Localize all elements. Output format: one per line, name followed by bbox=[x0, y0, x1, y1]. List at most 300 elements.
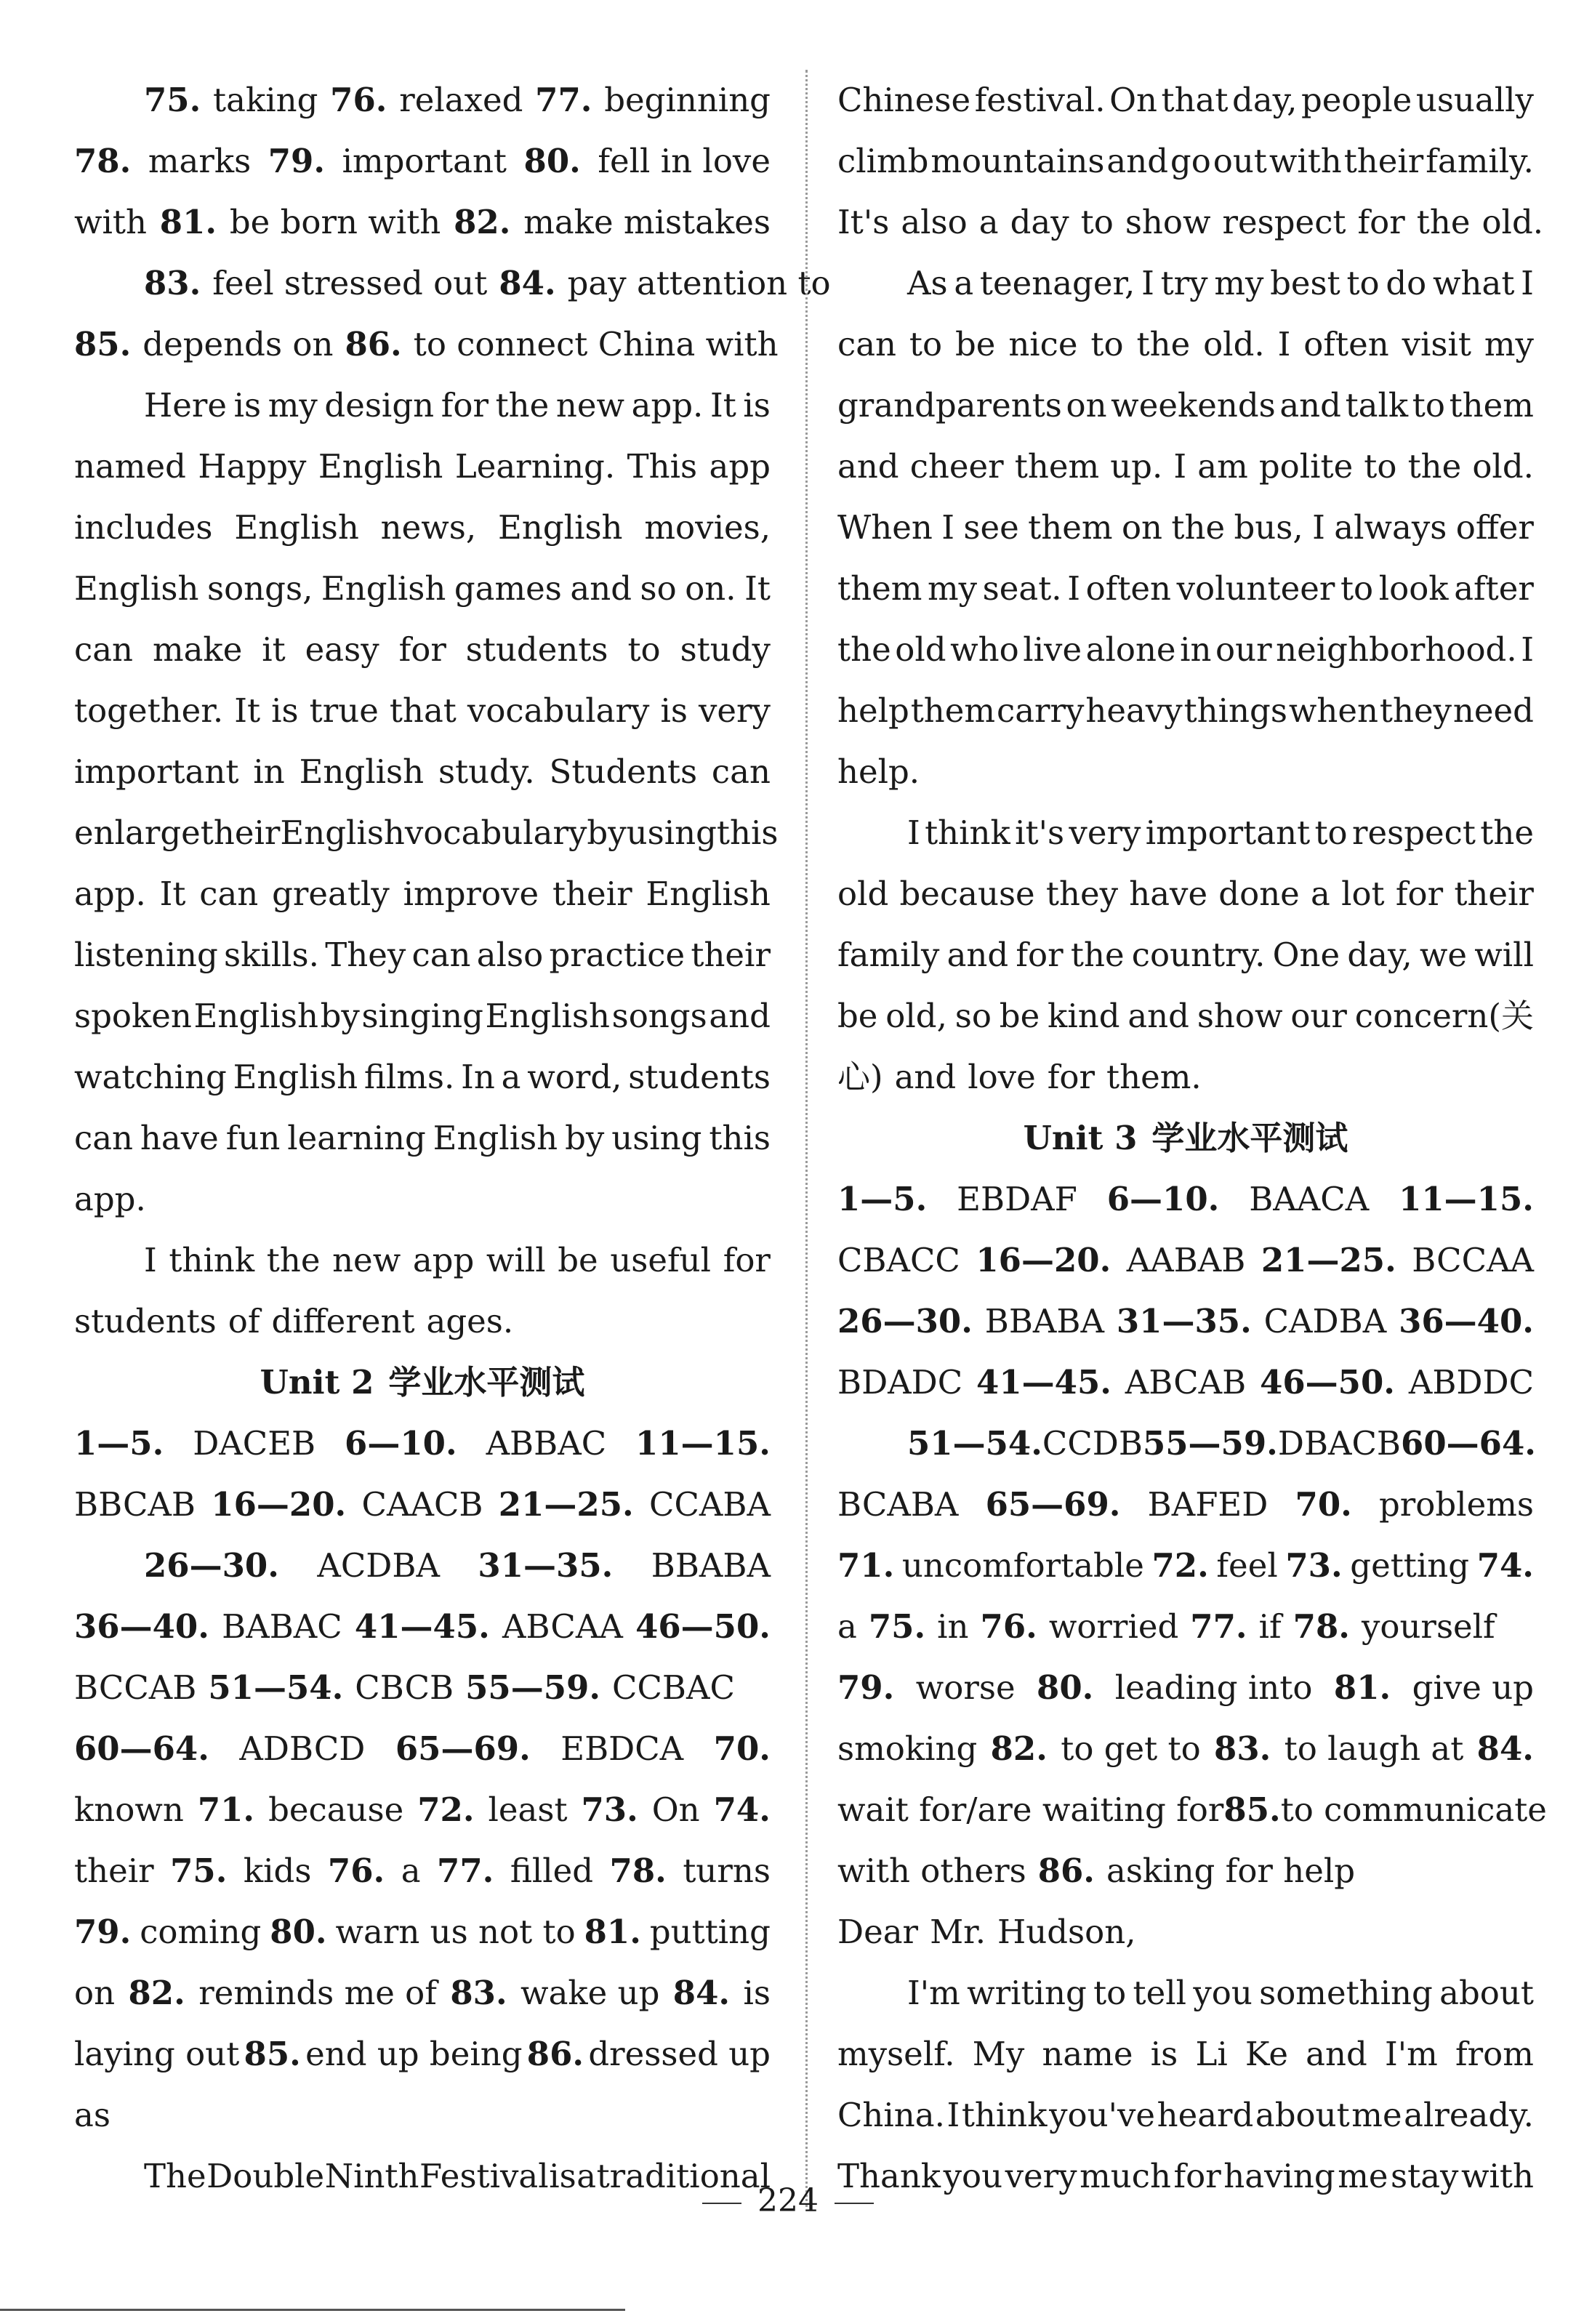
word: old bbox=[837, 874, 889, 913]
word: need bbox=[1452, 691, 1534, 730]
answer-line bbox=[837, 1474, 1534, 1535]
word: will bbox=[1474, 936, 1534, 974]
word: Students bbox=[549, 752, 698, 791]
word: name bbox=[1042, 2035, 1133, 2073]
answer-text: DBACB bbox=[1277, 1424, 1402, 1463]
word: family. bbox=[1426, 142, 1534, 180]
answer-text: a bbox=[401, 1851, 421, 1890]
answer-text: BBCAB bbox=[74, 1485, 196, 1524]
word: English bbox=[299, 752, 425, 791]
word: about bbox=[1255, 2096, 1350, 2134]
question-number: 41—45. bbox=[354, 1607, 490, 1646]
question-number: 70. bbox=[1295, 1485, 1352, 1524]
word: carry bbox=[997, 691, 1085, 730]
question-number: 73. bbox=[1285, 1546, 1343, 1585]
word: heavy bbox=[1085, 691, 1183, 730]
question-number: 79. bbox=[837, 1668, 895, 1707]
word: new bbox=[555, 386, 625, 425]
word: Learning. bbox=[454, 447, 616, 486]
question-number: 21—25. bbox=[498, 1485, 634, 1524]
question-number: 72. bbox=[417, 1790, 475, 1829]
answer-text: coming bbox=[140, 1913, 262, 1951]
answer-line bbox=[74, 70, 771, 131]
word: together. bbox=[74, 691, 224, 730]
question-number: 84. bbox=[1476, 1729, 1534, 1768]
answer-line bbox=[74, 1841, 771, 1902]
text-line bbox=[837, 558, 1534, 619]
word: often bbox=[1303, 325, 1389, 363]
answer-text: asking for help bbox=[1106, 1851, 1356, 1890]
answer-text: is bbox=[743, 1974, 771, 2012]
word: for bbox=[1357, 203, 1405, 241]
answer-text: BAFED bbox=[1147, 1485, 1269, 1524]
word: to bbox=[909, 325, 943, 363]
word: be bbox=[837, 997, 878, 1035]
answer-text: BDADC bbox=[837, 1363, 963, 1402]
word: about bbox=[1439, 1974, 1534, 2012]
word: Thank bbox=[837, 2157, 941, 2195]
word: English bbox=[433, 1119, 558, 1157]
text-line bbox=[837, 253, 1534, 314]
question-number: 11—15. bbox=[635, 1424, 771, 1463]
word: teenager, bbox=[979, 264, 1135, 302]
text-line bbox=[837, 2085, 1534, 2146]
text-line bbox=[837, 864, 1534, 925]
answer-text: depends on bbox=[142, 325, 334, 363]
word: traditional bbox=[596, 2157, 771, 2195]
word: of bbox=[228, 1302, 260, 1340]
word: things bbox=[1183, 691, 1287, 730]
question-number: 41—45. bbox=[976, 1363, 1111, 1402]
question-number: 85. bbox=[244, 2035, 301, 2073]
question-number: 77. bbox=[1190, 1607, 1247, 1646]
word: news, bbox=[380, 508, 477, 547]
word: students bbox=[74, 1302, 217, 1340]
answer-text: make mistakes bbox=[523, 203, 771, 241]
question-number: 76. bbox=[327, 1851, 385, 1890]
question-number: 76. bbox=[980, 1607, 1037, 1646]
question-number: 86. bbox=[526, 2035, 584, 2073]
word: Happy bbox=[198, 447, 307, 486]
word: for bbox=[1016, 936, 1064, 974]
question-number: 72. bbox=[1151, 1546, 1209, 1585]
answer-text: to communicate bbox=[1280, 1790, 1547, 1829]
word: Dear bbox=[837, 1913, 919, 1951]
text-line bbox=[837, 1902, 1534, 1963]
word: our bbox=[1215, 630, 1272, 669]
word: day bbox=[1010, 203, 1069, 241]
answer-text: worse bbox=[915, 1668, 1016, 1707]
answer-text: with bbox=[74, 203, 147, 241]
answer-line bbox=[74, 1718, 771, 1780]
word: old. bbox=[1472, 447, 1534, 486]
word: This bbox=[627, 447, 698, 486]
answer-line bbox=[837, 1718, 1534, 1780]
answer-text: taking bbox=[213, 81, 318, 119]
word: using bbox=[626, 813, 717, 852]
answer-text: warn us not to bbox=[335, 1913, 576, 1951]
word: It bbox=[744, 569, 771, 608]
word: their bbox=[691, 936, 771, 974]
answer-line bbox=[74, 1413, 771, 1474]
word: offer bbox=[1455, 508, 1534, 547]
word: much bbox=[1080, 2157, 1171, 2195]
answer-line bbox=[837, 1535, 1534, 1596]
question-number: 55—59. bbox=[1142, 1424, 1278, 1463]
word: English bbox=[318, 447, 443, 486]
word: English bbox=[498, 508, 623, 547]
word: to bbox=[1340, 569, 1374, 608]
text-line bbox=[837, 925, 1534, 986]
word: seat. bbox=[982, 569, 1062, 608]
word: look bbox=[1378, 569, 1449, 608]
word: very bbox=[1069, 813, 1141, 852]
page-number: 224 bbox=[757, 2182, 819, 2219]
word: tell bbox=[1133, 1974, 1187, 2012]
text-line bbox=[74, 1230, 771, 1291]
answer-text: problems bbox=[1378, 1485, 1534, 1524]
question-number: 85. bbox=[74, 325, 132, 363]
answer-text: pay attention to bbox=[567, 264, 831, 302]
word: to bbox=[1090, 325, 1124, 363]
word: for bbox=[1173, 2157, 1221, 2195]
text-line bbox=[837, 619, 1534, 680]
unit-subtitle: 学业水平测试 bbox=[388, 1363, 585, 1402]
word: is bbox=[660, 691, 688, 730]
word: always bbox=[1334, 508, 1447, 547]
word: country. bbox=[1131, 936, 1266, 974]
word: old, bbox=[885, 997, 947, 1035]
question-number: 65—69. bbox=[985, 1485, 1121, 1524]
word: lot bbox=[1341, 874, 1385, 913]
word: because bbox=[899, 874, 1035, 913]
word: I'm bbox=[1384, 2035, 1438, 2073]
word: English bbox=[193, 997, 318, 1035]
word: them bbox=[1449, 386, 1534, 425]
word: the bbox=[1070, 936, 1125, 974]
word: help. bbox=[837, 752, 920, 791]
word: my bbox=[1484, 325, 1534, 363]
question-number: 82. bbox=[990, 1729, 1048, 1768]
word: important bbox=[74, 752, 239, 791]
question-number: 1—5. bbox=[837, 1180, 928, 1218]
word: by bbox=[565, 1119, 605, 1157]
word: I bbox=[1141, 264, 1154, 302]
word: in bbox=[1180, 630, 1212, 669]
word: climb bbox=[837, 142, 929, 180]
text-line bbox=[74, 375, 771, 436]
answer-text: yourself bbox=[1361, 1607, 1495, 1646]
word: you bbox=[1193, 1974, 1253, 2012]
word: a bbox=[1311, 874, 1330, 913]
question-number: 78. bbox=[74, 142, 132, 180]
text-line bbox=[74, 1108, 771, 1169]
text-line bbox=[74, 1291, 771, 1352]
word: I bbox=[1521, 264, 1534, 302]
answer-text: to connect China with bbox=[413, 325, 779, 363]
word: a bbox=[501, 1058, 521, 1096]
word: English bbox=[234, 508, 359, 547]
word: already. bbox=[1404, 2096, 1534, 2134]
answer-text: to laugh at bbox=[1284, 1729, 1464, 1768]
word: go bbox=[1170, 142, 1211, 180]
word: show bbox=[1197, 997, 1283, 1035]
word: One bbox=[1272, 936, 1340, 974]
word: best bbox=[1270, 264, 1340, 302]
word: and bbox=[1106, 142, 1169, 180]
answer-text: uncomfortable bbox=[901, 1546, 1144, 1585]
answer-text: feel stressed out bbox=[212, 264, 488, 302]
unit-title: Unit 2 bbox=[260, 1363, 374, 1402]
word: word, bbox=[527, 1058, 622, 1096]
word: It bbox=[709, 386, 736, 425]
word: the bbox=[495, 386, 550, 425]
question-number: 84. bbox=[672, 1974, 731, 2012]
answer-text: least bbox=[488, 1790, 568, 1829]
word: by bbox=[320, 997, 360, 1035]
word: I bbox=[1067, 569, 1080, 608]
answer-text: BAACA bbox=[1249, 1180, 1370, 1218]
answer-text: wake up bbox=[520, 1974, 660, 2012]
word: that bbox=[389, 691, 457, 730]
word: stay bbox=[1391, 2157, 1459, 2195]
word: them bbox=[910, 691, 996, 730]
word: have bbox=[1129, 874, 1208, 913]
word: heard bbox=[1157, 2096, 1254, 2134]
word: try bbox=[1160, 264, 1208, 302]
answer-text: beginning bbox=[604, 81, 771, 119]
word: live bbox=[1023, 630, 1082, 669]
word: on. bbox=[685, 569, 736, 608]
question-number: 26—30. bbox=[144, 1546, 279, 1585]
text-line bbox=[837, 2024, 1534, 2085]
word: Hudson, bbox=[997, 1913, 1136, 1951]
word: can bbox=[411, 936, 471, 974]
question-number: 82. bbox=[454, 203, 511, 241]
question-number: 71. bbox=[197, 1790, 255, 1829]
word: them bbox=[837, 569, 922, 608]
column-divider bbox=[805, 70, 808, 2207]
word: talk bbox=[1345, 386, 1409, 425]
word: Ke bbox=[1245, 2035, 1288, 2073]
word: for bbox=[441, 386, 489, 425]
word: is bbox=[271, 691, 299, 730]
word: for bbox=[398, 630, 446, 669]
word: Festival bbox=[419, 2157, 549, 2195]
text-line bbox=[74, 2085, 771, 2146]
word: to bbox=[1080, 203, 1114, 241]
word: When bbox=[837, 508, 933, 547]
word: is bbox=[233, 386, 262, 425]
word: and bbox=[894, 1058, 957, 1096]
answer-text: CCBAC bbox=[612, 1668, 735, 1707]
word: nice bbox=[1008, 325, 1078, 363]
word: out bbox=[1213, 142, 1267, 180]
word: study bbox=[680, 630, 771, 669]
word: their bbox=[1343, 142, 1424, 180]
question-number: 82. bbox=[128, 1974, 185, 2012]
word: Li bbox=[1195, 2035, 1228, 2073]
word: the bbox=[1480, 813, 1534, 852]
word: as bbox=[74, 2096, 110, 2134]
word: app. bbox=[74, 1180, 146, 1218]
text-line bbox=[74, 558, 771, 619]
answer-text: reminds me of bbox=[198, 1974, 437, 2012]
answer-text: CCABA bbox=[649, 1485, 771, 1524]
word: have bbox=[140, 1119, 219, 1157]
word: app bbox=[412, 1241, 475, 1279]
word: fun bbox=[225, 1119, 281, 1157]
answer-text: important bbox=[342, 142, 507, 180]
word: It bbox=[159, 874, 186, 913]
answer-text: dressed up bbox=[588, 2035, 771, 2073]
question-number: 46—50. bbox=[635, 1607, 771, 1646]
question-number: 16—20. bbox=[211, 1485, 347, 1524]
word: day, bbox=[1232, 81, 1298, 119]
word: respect bbox=[1351, 813, 1476, 852]
answer-text: CADBA bbox=[1263, 1302, 1387, 1340]
answer-line bbox=[74, 2024, 771, 2085]
word: them bbox=[1014, 447, 1100, 486]
question-number: 6—10. bbox=[1106, 1180, 1220, 1218]
word: it's bbox=[1015, 813, 1065, 852]
word: can bbox=[74, 630, 134, 669]
answer-line bbox=[74, 1596, 771, 1657]
text-line bbox=[74, 986, 771, 1047]
answer-line bbox=[74, 1780, 771, 1841]
word: so bbox=[954, 997, 992, 1035]
answer-text: EBDCA bbox=[560, 1729, 684, 1768]
word: app bbox=[709, 447, 771, 486]
word: after bbox=[1454, 569, 1534, 608]
text-line bbox=[74, 497, 771, 558]
answer-text: wait for/are waiting for bbox=[837, 1790, 1224, 1829]
word: see bbox=[963, 508, 1019, 547]
text-line bbox=[837, 1963, 1534, 2024]
word: festival. bbox=[974, 81, 1106, 119]
word: app. bbox=[74, 874, 146, 913]
answer-text: kids bbox=[243, 1851, 312, 1890]
word: people bbox=[1300, 81, 1412, 119]
word: I bbox=[1521, 630, 1534, 669]
word: mountains bbox=[930, 142, 1105, 180]
word: As bbox=[907, 264, 948, 302]
answer-text: be born with bbox=[229, 203, 441, 241]
question-number: 60—64. bbox=[74, 1729, 209, 1768]
word: and bbox=[1279, 386, 1341, 425]
word: In bbox=[461, 1058, 495, 1096]
answer-text: relaxed bbox=[399, 81, 523, 119]
word: that bbox=[1161, 81, 1229, 119]
word: my bbox=[927, 569, 978, 608]
answer-line bbox=[74, 192, 771, 253]
word: Ninth bbox=[324, 2157, 419, 2195]
question-number: 80. bbox=[270, 1913, 327, 1951]
question-number: 75. bbox=[144, 81, 201, 119]
word: vocabulary bbox=[404, 813, 587, 852]
question-number: 26—30. bbox=[837, 1302, 973, 1340]
word: kind bbox=[1048, 997, 1120, 1035]
answer-text: a bbox=[837, 1607, 857, 1646]
word: the bbox=[1407, 447, 1462, 486]
word: me bbox=[1338, 2157, 1388, 2195]
question-number: 6—10. bbox=[345, 1424, 457, 1463]
word: English bbox=[280, 813, 405, 852]
word: them bbox=[1028, 508, 1113, 547]
word: different bbox=[271, 1302, 415, 1340]
answer-text: DACEB bbox=[193, 1424, 316, 1463]
question-number: 83. bbox=[144, 264, 201, 302]
answer-line bbox=[837, 1230, 1534, 1291]
text-line bbox=[837, 192, 1544, 253]
word: important bbox=[1145, 813, 1311, 852]
word: respect bbox=[1222, 203, 1346, 241]
word: games bbox=[454, 569, 562, 608]
question-number: 21—25. bbox=[1261, 1241, 1396, 1279]
word: I bbox=[144, 1241, 157, 1279]
question-number: 31—35. bbox=[1116, 1302, 1252, 1340]
word: we bbox=[1419, 936, 1468, 974]
word: often bbox=[1085, 569, 1172, 608]
text-line bbox=[837, 986, 1534, 1047]
question-number: 78. bbox=[1292, 1607, 1350, 1646]
question-number: 86. bbox=[345, 325, 402, 363]
word: old. bbox=[1203, 325, 1265, 363]
answer-text: worried bbox=[1048, 1607, 1179, 1646]
answer-text: known bbox=[74, 1790, 184, 1829]
answer-text: ABDDC bbox=[1408, 1363, 1534, 1402]
word: for bbox=[1395, 874, 1444, 913]
word: with bbox=[1269, 142, 1342, 180]
text-line bbox=[837, 436, 1534, 497]
word: to bbox=[1346, 264, 1380, 302]
answer-text: filled bbox=[510, 1851, 594, 1890]
word: my bbox=[1214, 264, 1264, 302]
word: songs bbox=[611, 997, 707, 1035]
answer-line bbox=[837, 1291, 1534, 1352]
word: to bbox=[627, 630, 661, 669]
word: their bbox=[200, 813, 281, 852]
word: up. bbox=[1110, 447, 1163, 486]
word: to bbox=[1314, 813, 1348, 852]
word: 心) bbox=[837, 1058, 883, 1096]
answer-line bbox=[74, 1963, 771, 2024]
word: love bbox=[968, 1058, 1036, 1096]
word: a bbox=[978, 203, 999, 241]
word: the bbox=[1171, 508, 1226, 547]
answer-line bbox=[74, 253, 831, 314]
question-number: 55—59. bbox=[465, 1668, 601, 1707]
text-line bbox=[837, 497, 1534, 558]
text-line bbox=[74, 1169, 771, 1230]
word: can bbox=[199, 874, 259, 913]
unit-title: Unit 3 bbox=[1023, 1119, 1138, 1157]
word: improve bbox=[403, 874, 539, 913]
word: usually bbox=[1415, 81, 1534, 119]
word: think bbox=[169, 1241, 255, 1279]
question-number: 78. bbox=[609, 1851, 667, 1890]
word: old bbox=[895, 630, 946, 669]
word: having bbox=[1223, 2157, 1335, 2195]
page-footer bbox=[0, 2179, 1576, 2223]
word: done bbox=[1218, 874, 1300, 913]
word: students bbox=[465, 630, 608, 669]
word: English bbox=[485, 997, 611, 1035]
answer-text: BBABA bbox=[984, 1302, 1104, 1340]
word: Double bbox=[206, 2157, 325, 2195]
answer-line bbox=[837, 1841, 1534, 1902]
word: also bbox=[901, 203, 968, 241]
